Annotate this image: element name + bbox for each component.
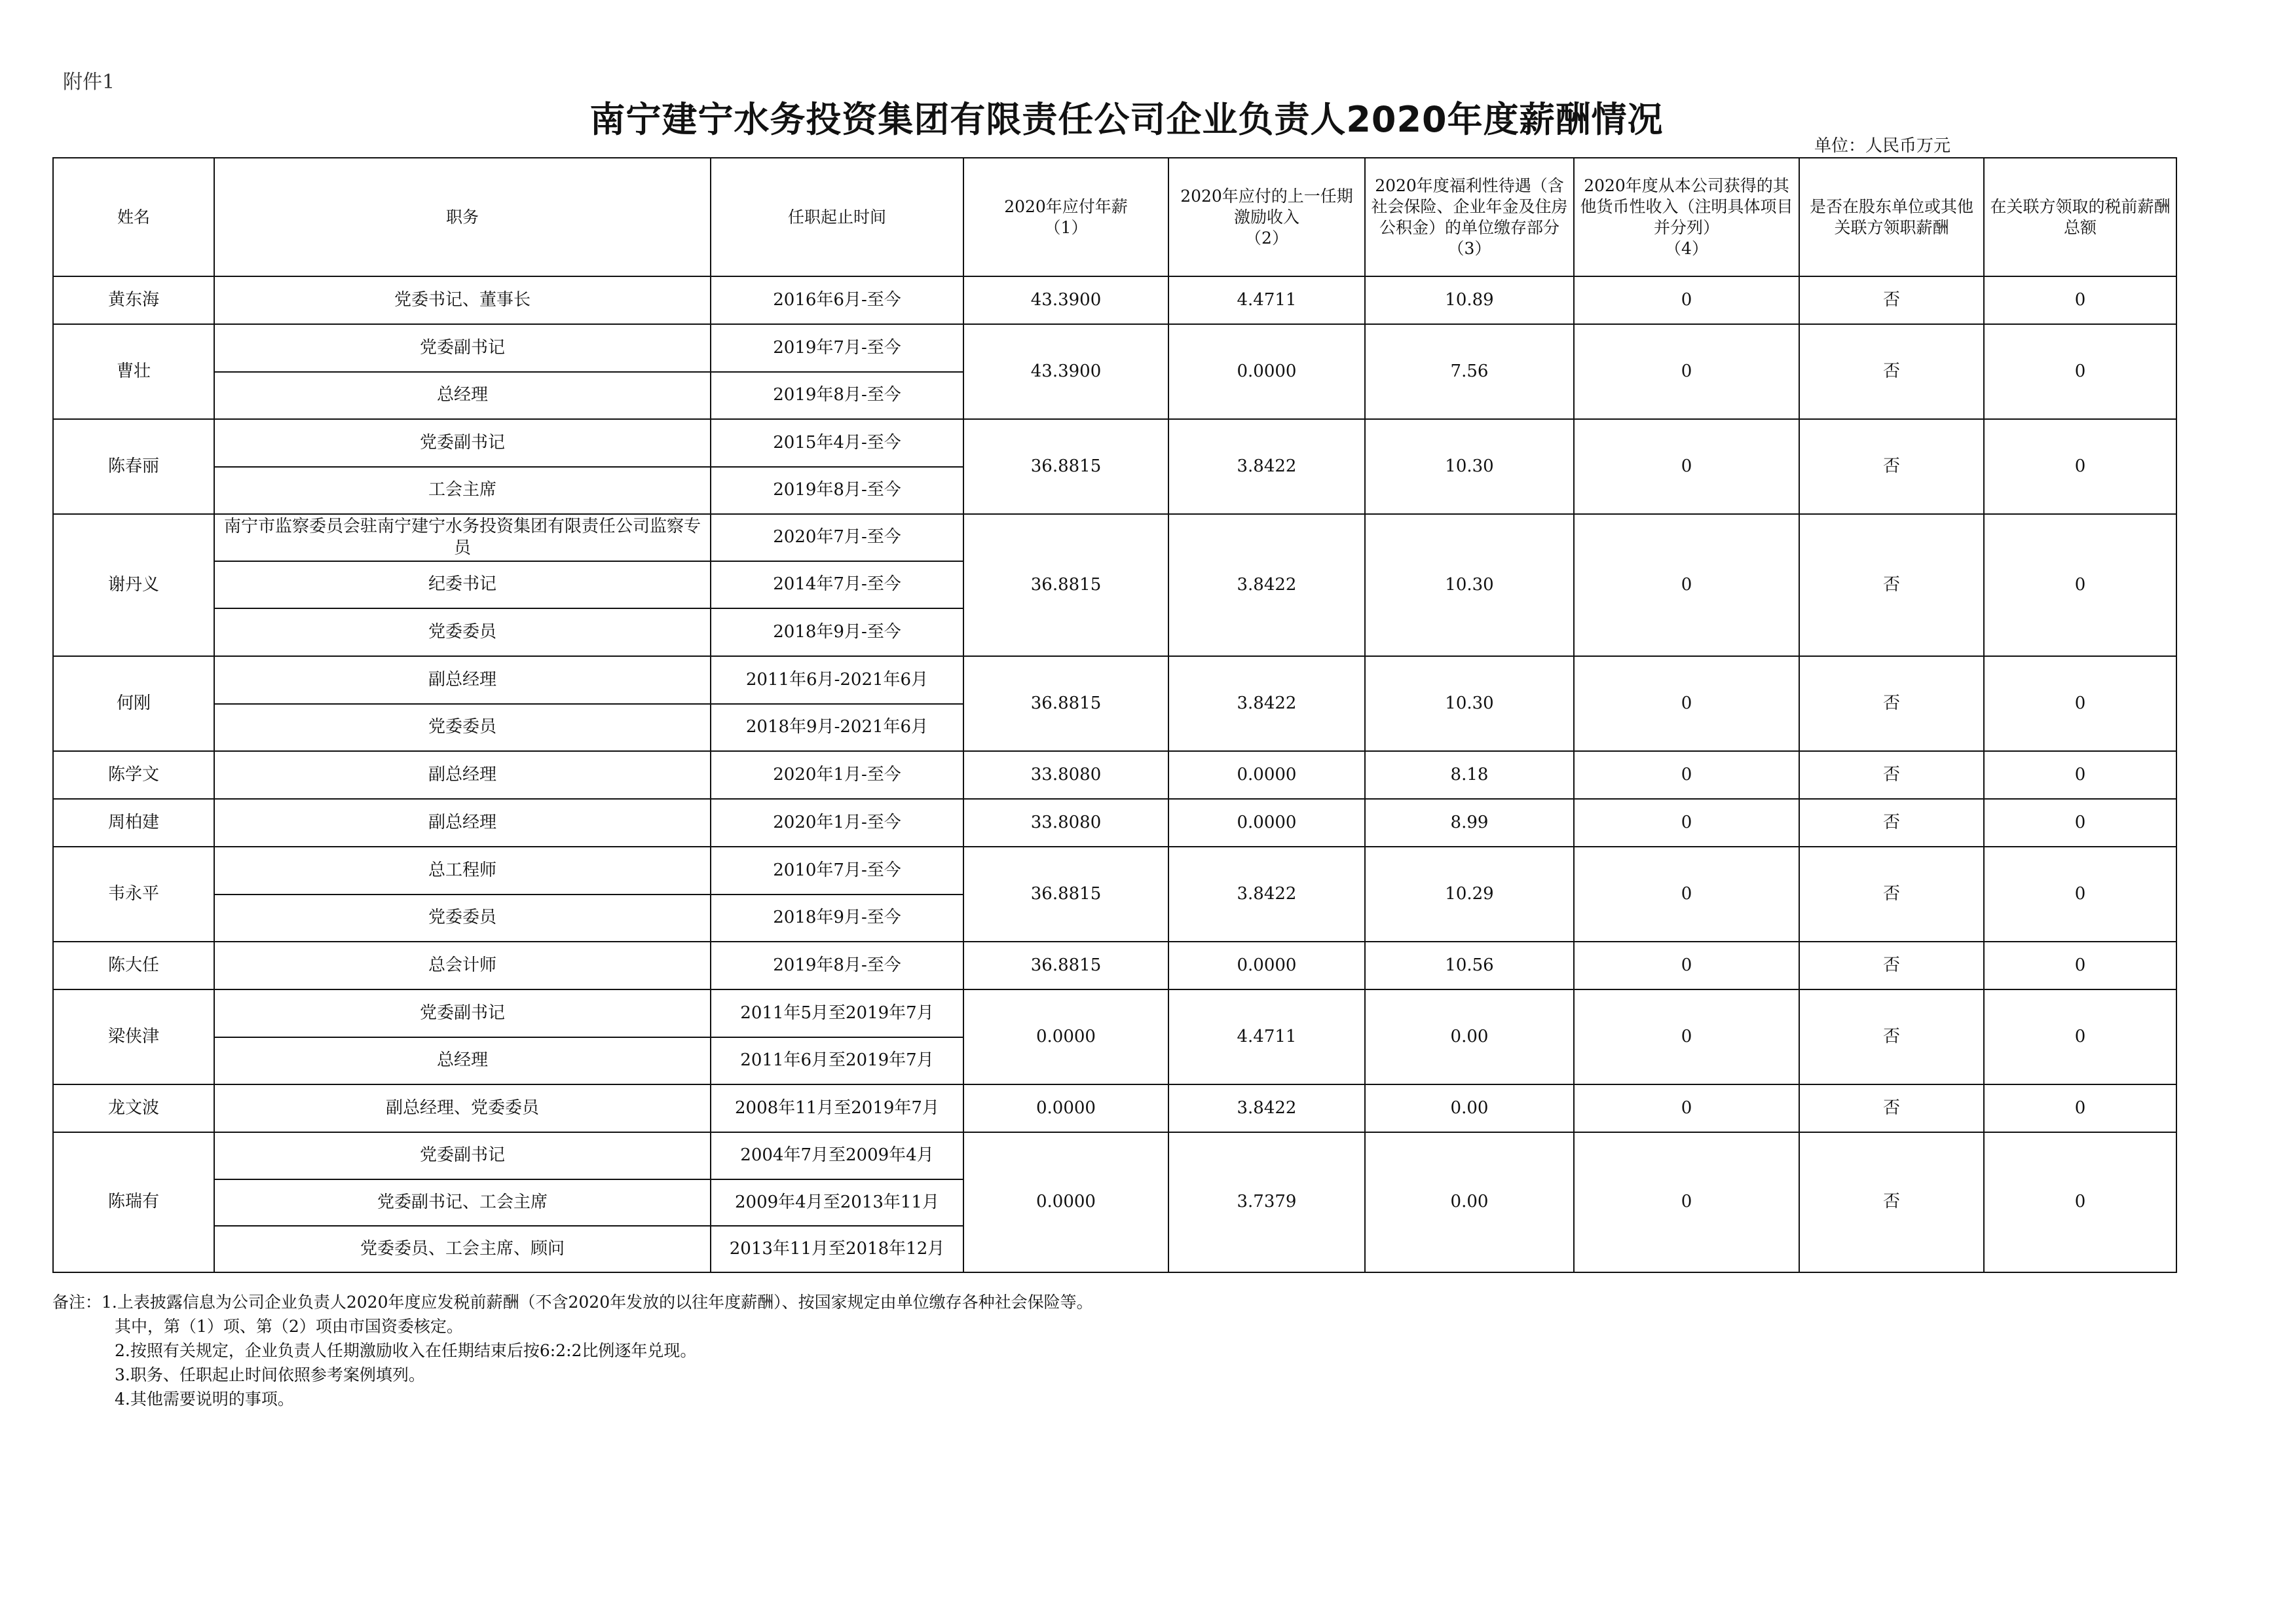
cell-position: 副总经理 xyxy=(214,799,711,847)
note-4: 4.其他需要说明的事项。 xyxy=(115,1390,294,1409)
cell-other-income: 0 xyxy=(1574,1132,1799,1272)
cell-term: 2018年9月-至今 xyxy=(711,608,963,656)
cell-related-total: 0 xyxy=(1984,656,2176,751)
cell-salary: 0.0000 xyxy=(963,989,1168,1084)
table-row xyxy=(53,324,2176,372)
cell-related-flag: 否 xyxy=(1799,847,1984,942)
cell-term: 2020年1月-至今 xyxy=(711,799,963,847)
cell-name: 梁侠津 xyxy=(53,989,214,1084)
cell-related-flag: 否 xyxy=(1799,419,1984,514)
table-body xyxy=(53,276,2176,1272)
cell-other-income: 0 xyxy=(1574,1084,1799,1132)
cell-welfare: 0.00 xyxy=(1365,1132,1574,1272)
cell-name: 陈学文 xyxy=(53,751,214,799)
header-salary: 2020年应付年薪 （1） xyxy=(963,158,1168,276)
cell-name: 陈春丽 xyxy=(53,419,214,514)
cell-term: 2019年7月-至今 xyxy=(711,324,963,372)
cell-other-income: 0 xyxy=(1574,656,1799,751)
cell-related-flag: 否 xyxy=(1799,942,1984,989)
cell-salary: 36.8815 xyxy=(963,942,1168,989)
cell-related-total: 0 xyxy=(1984,514,2176,656)
cell-term: 2011年6月-2021年6月 xyxy=(711,656,963,704)
cell-position: 党委委员 xyxy=(214,608,711,656)
cell-salary: 43.3900 xyxy=(963,276,1168,324)
cell-salary: 36.8815 xyxy=(963,847,1168,942)
cell-term: 2019年8月-至今 xyxy=(711,942,963,989)
salary-table xyxy=(52,157,2177,1273)
cell-welfare: 10.30 xyxy=(1365,656,1574,751)
cell-incentive: 0.0000 xyxy=(1168,324,1365,419)
cell-incentive: 3.8422 xyxy=(1168,847,1365,942)
table-row xyxy=(53,419,2176,467)
cell-welfare: 7.56 xyxy=(1365,324,1574,419)
cell-incentive: 0.0000 xyxy=(1168,799,1365,847)
cell-name: 何刚 xyxy=(53,656,214,751)
cell-related-flag: 否 xyxy=(1799,1084,1984,1132)
cell-related-total: 0 xyxy=(1984,324,2176,419)
cell-welfare: 10.89 xyxy=(1365,276,1574,324)
cell-incentive: 3.8422 xyxy=(1168,1084,1365,1132)
cell-term: 2020年1月-至今 xyxy=(711,751,963,799)
cell-position: 副总经理 xyxy=(214,751,711,799)
cell-salary: 36.8815 xyxy=(963,656,1168,751)
cell-term: 2016年6月-至今 xyxy=(711,276,963,324)
cell-position: 总工程师 xyxy=(214,847,711,895)
cell-position: 党委副书记 xyxy=(214,989,711,1037)
cell-related-flag: 否 xyxy=(1799,751,1984,799)
cell-term: 2004年7月至2009年4月 xyxy=(711,1132,963,1179)
cell-position: 南宁市监察委员会驻南宁建宁水务投资集团有限责任公司监察专员 xyxy=(214,514,711,561)
cell-other-income: 0 xyxy=(1574,847,1799,942)
cell-term: 2010年7月-至今 xyxy=(711,847,963,895)
table-row xyxy=(53,1132,2176,1179)
cell-related-total: 0 xyxy=(1984,847,2176,942)
cell-name: 韦永平 xyxy=(53,847,214,942)
table-row xyxy=(53,847,2176,895)
cell-position: 党委委员 xyxy=(214,704,711,751)
cell-position: 党委副书记 xyxy=(214,1132,711,1179)
cell-salary: 33.8080 xyxy=(963,799,1168,847)
cell-term: 2019年8月-至今 xyxy=(711,372,963,419)
cell-related-flag: 否 xyxy=(1799,799,1984,847)
cell-welfare: 8.99 xyxy=(1365,799,1574,847)
cell-related-total: 0 xyxy=(1984,1132,2176,1272)
cell-other-income: 0 xyxy=(1574,942,1799,989)
cell-welfare: 10.30 xyxy=(1365,514,1574,656)
cell-related-flag: 否 xyxy=(1799,989,1984,1084)
document-title: 南宁建宁水务投资集团有限责任公司企业负责人2020年度薪酬情况 xyxy=(589,99,1664,140)
header-name: 姓名 xyxy=(53,158,214,276)
cell-incentive: 3.8422 xyxy=(1168,514,1365,656)
cell-term: 2008年11月至2019年7月 xyxy=(711,1084,963,1132)
cell-related-total: 0 xyxy=(1984,942,2176,989)
cell-related-total: 0 xyxy=(1984,989,2176,1084)
cell-incentive: 3.8422 xyxy=(1168,656,1365,751)
note-3: 3.职务、任职起止时间依照参考案例填列。 xyxy=(115,1365,425,1384)
cell-other-income: 0 xyxy=(1574,989,1799,1084)
cell-related-flag: 否 xyxy=(1799,324,1984,419)
cell-related-total: 0 xyxy=(1984,751,2176,799)
cell-name: 谢丹义 xyxy=(53,514,214,656)
cell-term: 2009年4月至2013年11月 xyxy=(711,1179,963,1226)
unit-label: 单位：人民币万元 xyxy=(1814,136,1951,156)
cell-position: 工会主席 xyxy=(214,467,711,514)
cell-related-flag: 否 xyxy=(1799,1132,1984,1272)
attachment-label: 附件1 xyxy=(63,71,115,94)
cell-salary: 36.8815 xyxy=(963,419,1168,514)
cell-term: 2011年5月至2019年7月 xyxy=(711,989,963,1037)
header-position: 职务 xyxy=(214,158,711,276)
cell-salary: 36.8815 xyxy=(963,514,1168,656)
cell-position: 党委委员 xyxy=(214,895,711,942)
cell-salary: 43.3900 xyxy=(963,324,1168,419)
note-2: 2.按照有关规定，企业负责人任期激励收入在任期结束后按6:2:2比例逐年兑现。 xyxy=(115,1341,697,1360)
cell-welfare: 8.18 xyxy=(1365,751,1574,799)
cell-other-income: 0 xyxy=(1574,324,1799,419)
cell-related-flag: 否 xyxy=(1799,656,1984,751)
cell-related-flag: 否 xyxy=(1799,514,1984,656)
cell-welfare: 10.29 xyxy=(1365,847,1574,942)
table-row xyxy=(53,1084,2176,1132)
cell-term: 2018年9月-2021年6月 xyxy=(711,704,963,751)
cell-incentive: 4.4711 xyxy=(1168,276,1365,324)
cell-position: 党委副书记 xyxy=(214,419,711,467)
cell-welfare: 10.30 xyxy=(1365,419,1574,514)
note-1b: 其中，第（1）项、第（2）项由市国资委核定。 xyxy=(115,1317,463,1336)
cell-term: 2019年8月-至今 xyxy=(711,467,963,514)
cell-position: 党委副书记 xyxy=(214,324,711,372)
header-related-total: 在关联方领取的税前薪酬总额 xyxy=(1984,158,2176,276)
cell-name: 龙文波 xyxy=(53,1084,214,1132)
cell-position: 副总经理、党委委员 xyxy=(214,1084,711,1132)
cell-incentive: 4.4711 xyxy=(1168,989,1365,1084)
cell-name: 陈大任 xyxy=(53,942,214,989)
cell-other-income: 0 xyxy=(1574,751,1799,799)
table-row xyxy=(53,989,2176,1037)
cell-term: 2014年7月-至今 xyxy=(711,561,963,608)
table-row xyxy=(53,514,2176,561)
table-row xyxy=(53,656,2176,704)
cell-welfare: 0.00 xyxy=(1365,1084,1574,1132)
header-incentive: 2020年应付的上一任期激励收入 （2） xyxy=(1168,158,1365,276)
cell-welfare: 10.56 xyxy=(1365,942,1574,989)
cell-position: 总经理 xyxy=(214,1037,711,1084)
cell-welfare: 0.00 xyxy=(1365,989,1574,1084)
cell-term: 2015年4月-至今 xyxy=(711,419,963,467)
cell-position: 纪委书记 xyxy=(214,561,711,608)
cell-position: 党委书记、董事长 xyxy=(214,276,711,324)
table-row xyxy=(53,276,2176,324)
cell-related-total: 0 xyxy=(1984,1084,2176,1132)
cell-incentive: 3.8422 xyxy=(1168,419,1365,514)
header-related-flag: 是否在股东单位或其他关联方领职薪酬 xyxy=(1799,158,1984,276)
cell-other-income: 0 xyxy=(1574,419,1799,514)
cell-name: 曹壮 xyxy=(53,324,214,419)
cell-term: 2011年6月至2019年7月 xyxy=(711,1037,963,1084)
table-row xyxy=(53,942,2176,989)
cell-related-total: 0 xyxy=(1984,799,2176,847)
cell-salary: 33.8080 xyxy=(963,751,1168,799)
header-row xyxy=(53,158,2176,276)
notes xyxy=(52,1290,1093,1411)
cell-salary: 0.0000 xyxy=(963,1084,1168,1132)
table-row xyxy=(53,751,2176,799)
cell-name: 黄东海 xyxy=(53,276,214,324)
table-row xyxy=(53,799,2176,847)
cell-name: 周柏建 xyxy=(53,799,214,847)
cell-incentive: 3.7379 xyxy=(1168,1132,1365,1272)
cell-position: 党委委员、工会主席、顾问 xyxy=(214,1226,711,1272)
cell-term: 2013年11月至2018年12月 xyxy=(711,1226,963,1272)
cell-other-income: 0 xyxy=(1574,276,1799,324)
cell-other-income: 0 xyxy=(1574,514,1799,656)
cell-incentive: 0.0000 xyxy=(1168,751,1365,799)
header-other-income: 2020年度从本公司获得的其他货币性收入（注明具体项目并分列） （4） xyxy=(1574,158,1799,276)
cell-name: 陈瑞有 xyxy=(53,1132,214,1272)
cell-term: 2018年9月-至今 xyxy=(711,895,963,942)
cell-incentive: 0.0000 xyxy=(1168,942,1365,989)
header-term: 任职起止时间 xyxy=(711,158,963,276)
cell-position: 党委副书记、工会主席 xyxy=(214,1179,711,1226)
cell-other-income: 0 xyxy=(1574,799,1799,847)
cell-position: 总会计师 xyxy=(214,942,711,989)
note-1: 备注：1.上表披露信息为公司企业负责人2020年度应发税前薪酬（不含2020年发放的以往年度薪酬）、按国家规定由单位缴存各种社会保险等。 xyxy=(52,1293,1093,1312)
cell-term: 2020年7月-至今 xyxy=(711,514,963,561)
cell-related-total: 0 xyxy=(1984,276,2176,324)
cell-position: 总经理 xyxy=(214,372,711,419)
header-welfare: 2020年度福利性待遇（含社会保险、企业年金及住房公积金）的单位缴存部分 （3） xyxy=(1365,158,1574,276)
cell-salary: 0.0000 xyxy=(963,1132,1168,1272)
cell-position: 副总经理 xyxy=(214,656,711,704)
cell-related-total: 0 xyxy=(1984,419,2176,514)
cell-related-flag: 否 xyxy=(1799,276,1984,324)
